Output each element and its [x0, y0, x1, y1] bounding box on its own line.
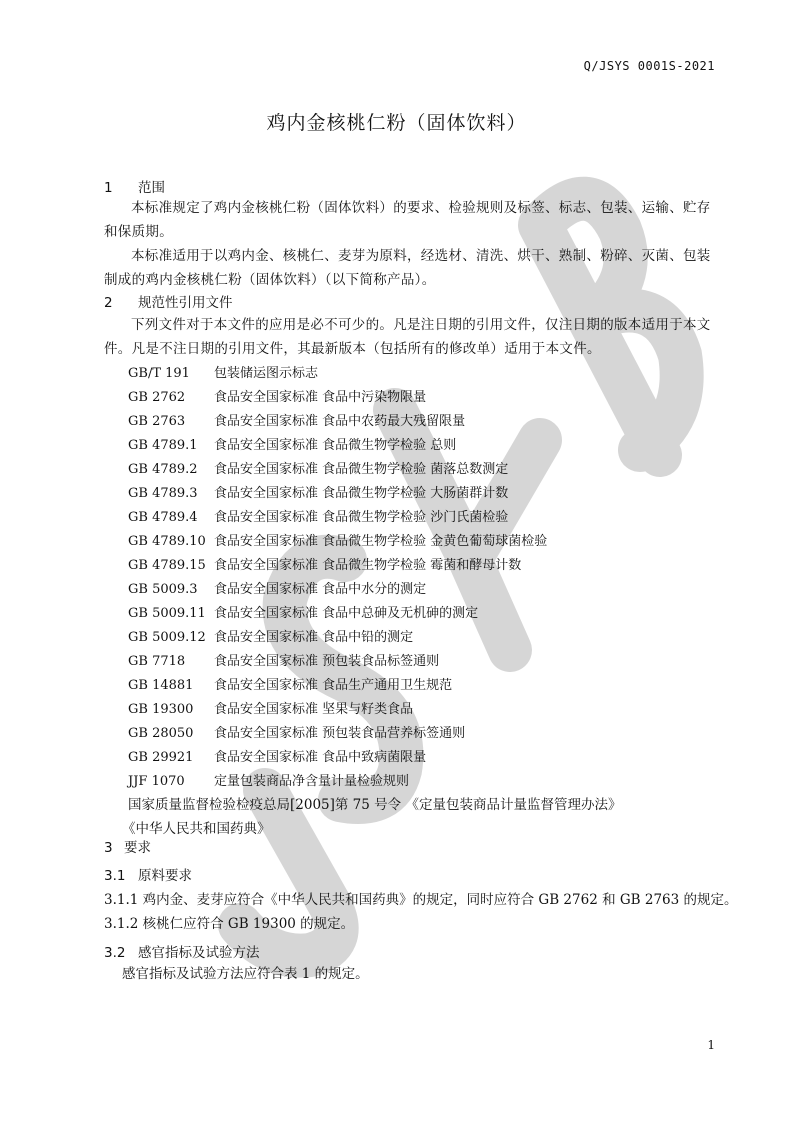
section-1-heading [104, 176, 165, 196]
section-number: 2 [104, 295, 113, 311]
clause-3-1-2: 3.1.2 核桃仁应符合 GB 19300 的规定。 [104, 916, 355, 932]
reference-title: 食品安全国家标准 食品微生物学检验 沙门氏菌检验 [214, 510, 509, 525]
reference-row [128, 434, 456, 453]
section-title: 原料要求 [138, 868, 192, 884]
reference-title: 食品安全国家标准 食品中污染物限量 [214, 390, 427, 405]
reference-row [128, 506, 508, 525]
section-title: 规范性引用文件 [138, 295, 233, 311]
reference-row [128, 674, 452, 693]
reference-code: GB 28050 [128, 726, 194, 741]
section-3-2-heading [104, 941, 260, 961]
reference-row [128, 482, 508, 501]
section-number: 3.1 [104, 868, 126, 884]
reference-title: 食品安全国家标准 食品微生物学检验 霉菌和酵母计数 [214, 558, 522, 573]
reference-code: GB 4789.10 [128, 534, 206, 549]
reference-title: 食品安全国家标准 食品中铅的测定 [214, 630, 414, 645]
reference-row [128, 386, 426, 405]
decree-reference: 国家质量监督检验检疫总局[2005]第 75 号令 《定量包装商品计量监督管理办法》 [128, 797, 622, 813]
reference-code: GB 14881 [128, 678, 194, 693]
reference-title: 食品安全国家标准 食品中农药最大残留限量 [214, 414, 466, 429]
reference-title: 食品安全国家标准 坚果与籽类食品 [214, 702, 414, 717]
reference-row [128, 650, 439, 669]
section-2-paragraph: 下列文件对于本文件的应用是必不可少的。凡是注日期的引用文件，仅注日期的版本适用于本文件。凡是不注日期的引用文件，其最新版本（包括所有的修改单）适用于本文件。 [104, 317, 711, 357]
section-title: 范围 [138, 180, 165, 196]
reference-row [128, 578, 426, 597]
section-title: 感官指标及试验方法 [138, 945, 260, 961]
reference-row [128, 746, 426, 765]
reference-title: 食品安全国家标准 预包装食品标签通则 [214, 654, 440, 669]
reference-row [128, 410, 465, 429]
pharmacopoeia-reference: 《中华人民共和国药典》 [122, 821, 271, 837]
reference-code: GB 4789.1 [128, 438, 198, 453]
reference-row [128, 458, 508, 477]
reference-title: 定量包装商品净含量计量检验规则 [214, 774, 410, 789]
reference-title: 食品安全国家标准 食品微生物学检验 菌落总数测定 [214, 462, 509, 477]
section-1-paragraph-2: 本标准适用于以鸡内金、核桃仁、麦芽为原料，经选材、清洗、烘干、熟制、粉碎、灭菌、包装制成的鸡内金核桃仁粉（固体饮料）（以下简称产品）。 [104, 248, 711, 288]
reference-code: GB 4789.3 [128, 486, 198, 501]
reference-title: 食品安全国家标准 食品微生物学检验 大肠菌群计数 [214, 486, 509, 501]
reference-code: GB 2763 [128, 414, 186, 429]
reference-title: 食品安全国家标准 预包装食品营养标签通则 [214, 726, 466, 741]
document-title: 鸡内金核桃仁粉（固体饮料） [266, 112, 527, 134]
reference-title: 包装储运图示标志 [214, 366, 319, 381]
reference-row [128, 554, 521, 573]
section-number: 3.2 [104, 945, 126, 961]
reference-code: GB 4789.15 [128, 558, 206, 573]
reference-code: JJF 1070 [128, 774, 185, 789]
reference-row [128, 698, 413, 717]
reference-row [128, 626, 413, 645]
section-3-heading [104, 836, 151, 856]
section-number: 1 [104, 180, 113, 196]
section-number: 3 [104, 840, 113, 856]
reference-row [128, 770, 409, 789]
reference-title: 食品安全国家标准 食品中致病菌限量 [214, 750, 427, 765]
reference-code: GB 5009.3 [128, 582, 198, 597]
reference-row [128, 602, 478, 621]
reference-code: GB 4789.4 [128, 510, 198, 525]
reference-title: 食品安全国家标准 食品生产通用卫生规范 [214, 678, 453, 693]
reference-code: GB 2762 [128, 390, 186, 405]
clause-3-1-1: 3.1.1 鸡内金、麦芽应符合《中华人民共和国药典》的规定，同时应符合 GB 2762 和 GB 2763 的规定。 [104, 892, 738, 908]
reference-code: GB 5009.12 [128, 630, 206, 645]
section-1-paragraph-1: 本标准规定了鸡内金核桃仁粉（固体饮料）的要求、检验规则及标签、标志、包装、运输、贮存和保质期。 [104, 200, 711, 240]
section-title: 要求 [124, 840, 151, 856]
reference-code: GB/T 191 [128, 366, 190, 381]
document-code: Q/JSYS 0001S-2021 [583, 59, 715, 73]
reference-title: 食品安全国家标准 食品中水分的测定 [214, 582, 427, 597]
reference-code: GB 29921 [128, 750, 194, 765]
reference-title: 食品安全国家标准 食品中总砷及无机砷的测定 [214, 606, 479, 621]
section-3-2-paragraph: 感官指标及试验方法应符合表 1 的规定。 [122, 966, 369, 982]
reference-code: GB 4789.2 [128, 462, 198, 477]
section-3-1-heading [104, 864, 192, 884]
reference-code: GB 5009.11 [128, 606, 206, 621]
reference-row [128, 530, 547, 549]
reference-row [128, 362, 318, 381]
reference-title: 食品安全国家标准 食品微生物学检验 总则 [214, 438, 457, 453]
section-2-heading [104, 291, 233, 311]
reference-title: 食品安全国家标准 食品微生物学检验 金黄色葡萄球菌检验 [214, 534, 548, 549]
reference-code: GB 19300 [128, 702, 194, 717]
page-number: 1 [707, 1038, 715, 1052]
reference-row [128, 722, 465, 741]
reference-code: GB 7718 [128, 654, 186, 669]
